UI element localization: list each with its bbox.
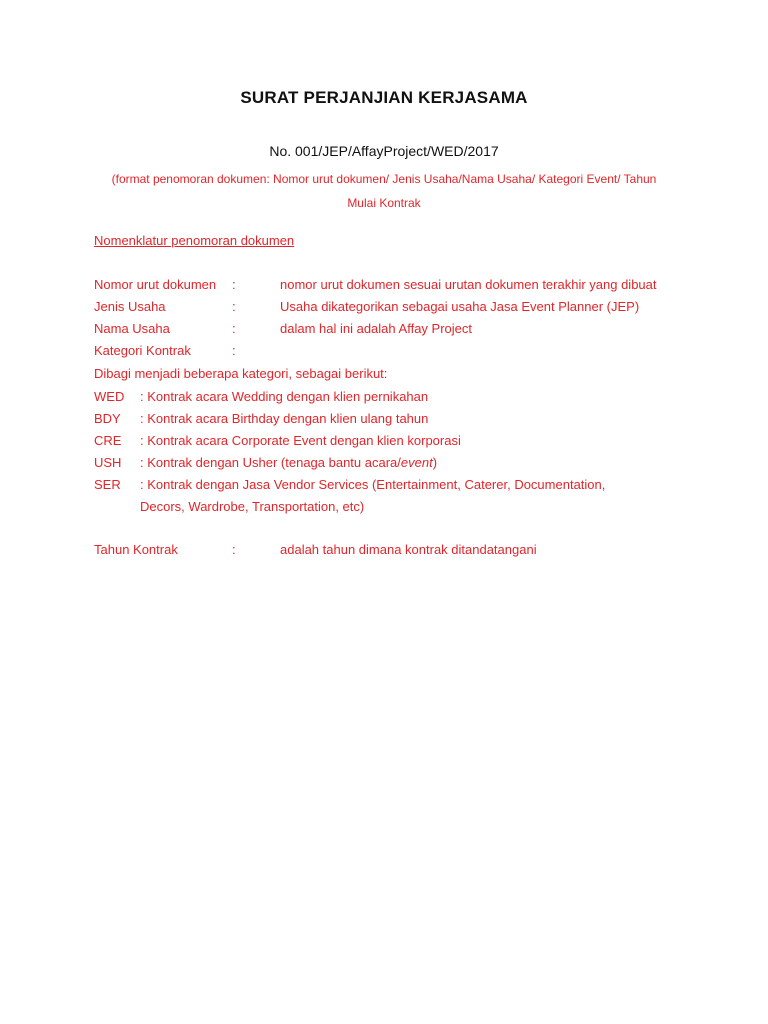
field-colon: : (232, 542, 236, 557)
category-desc: : Kontrak acara Wedding dengan klien pernikahan (140, 389, 429, 404)
document-title: SURAT PERJANJIAN KERJASAMA (240, 88, 528, 107)
category-desc-wrapper (140, 452, 650, 474)
category-code: SER (94, 477, 121, 492)
category-code: BDY (94, 411, 121, 426)
category-code: USH (94, 455, 122, 470)
document-number: No. 001/JEP/AffayProject/WED/2017 (269, 143, 499, 159)
field-row-nama-usaha (94, 321, 694, 343)
nomenclature-heading: Nomenklatur penomoran dokumen (94, 233, 295, 248)
field-value: dalam hal ini adalah Affay Project (280, 321, 472, 336)
categories-intro: Dibagi menjadi beberapa kategori, sebagai berikut: (94, 366, 388, 381)
field-colon: : (232, 343, 236, 358)
field-colon: : (232, 299, 236, 314)
field-label: Nama Usaha (94, 321, 170, 336)
field-label: Tahun Kontrak (94, 542, 178, 557)
field-row-nomor-urut (94, 277, 694, 299)
field-colon: : (232, 277, 236, 292)
field-label: Jenis Usaha (94, 299, 166, 314)
category-code: CRE (94, 433, 122, 448)
field-row-tahun-kontrak (94, 542, 694, 564)
field-value: nomor urut dokumen sesuai urutan dokumen terakhir yang dibuat (280, 277, 657, 292)
category-desc: : Kontrak acara Corporate Event dengan klien korporasi (140, 433, 461, 448)
field-label: Nomor urut dokumen (94, 277, 217, 292)
category-desc: : Kontrak dengan Usher (tenaga bantu acara/ (140, 455, 401, 470)
category-desc-italic: event (400, 455, 433, 470)
category-code: WED (94, 389, 125, 404)
category-desc: : Kontrak dengan Jasa Vendor Services (Entertainment, Caterer, Documentation, Decors, Wardrobe, Transportation, etc) (140, 477, 606, 514)
field-row-kategori-kontrak (94, 343, 694, 365)
field-row-jenis-usaha (94, 299, 694, 321)
format-note: (format penomoran dokumen: Nomor urut dokumen/ Jenis Usaha/Nama Usaha/ Kategori Event/ Tahun Mulai Kontrak (111, 172, 657, 210)
category-desc: : Kontrak acara Birthday dengan klien ulang tahun (140, 411, 429, 426)
field-label: Kategori Kontrak (94, 343, 191, 358)
field-value: Usaha dikategorikan sebagai usaha Jasa Event Planner (JEP) (280, 299, 640, 314)
field-colon: : (232, 321, 236, 336)
field-value: adalah tahun dimana kontrak ditandatangani (280, 542, 537, 557)
category-desc-end: ) (432, 455, 438, 470)
